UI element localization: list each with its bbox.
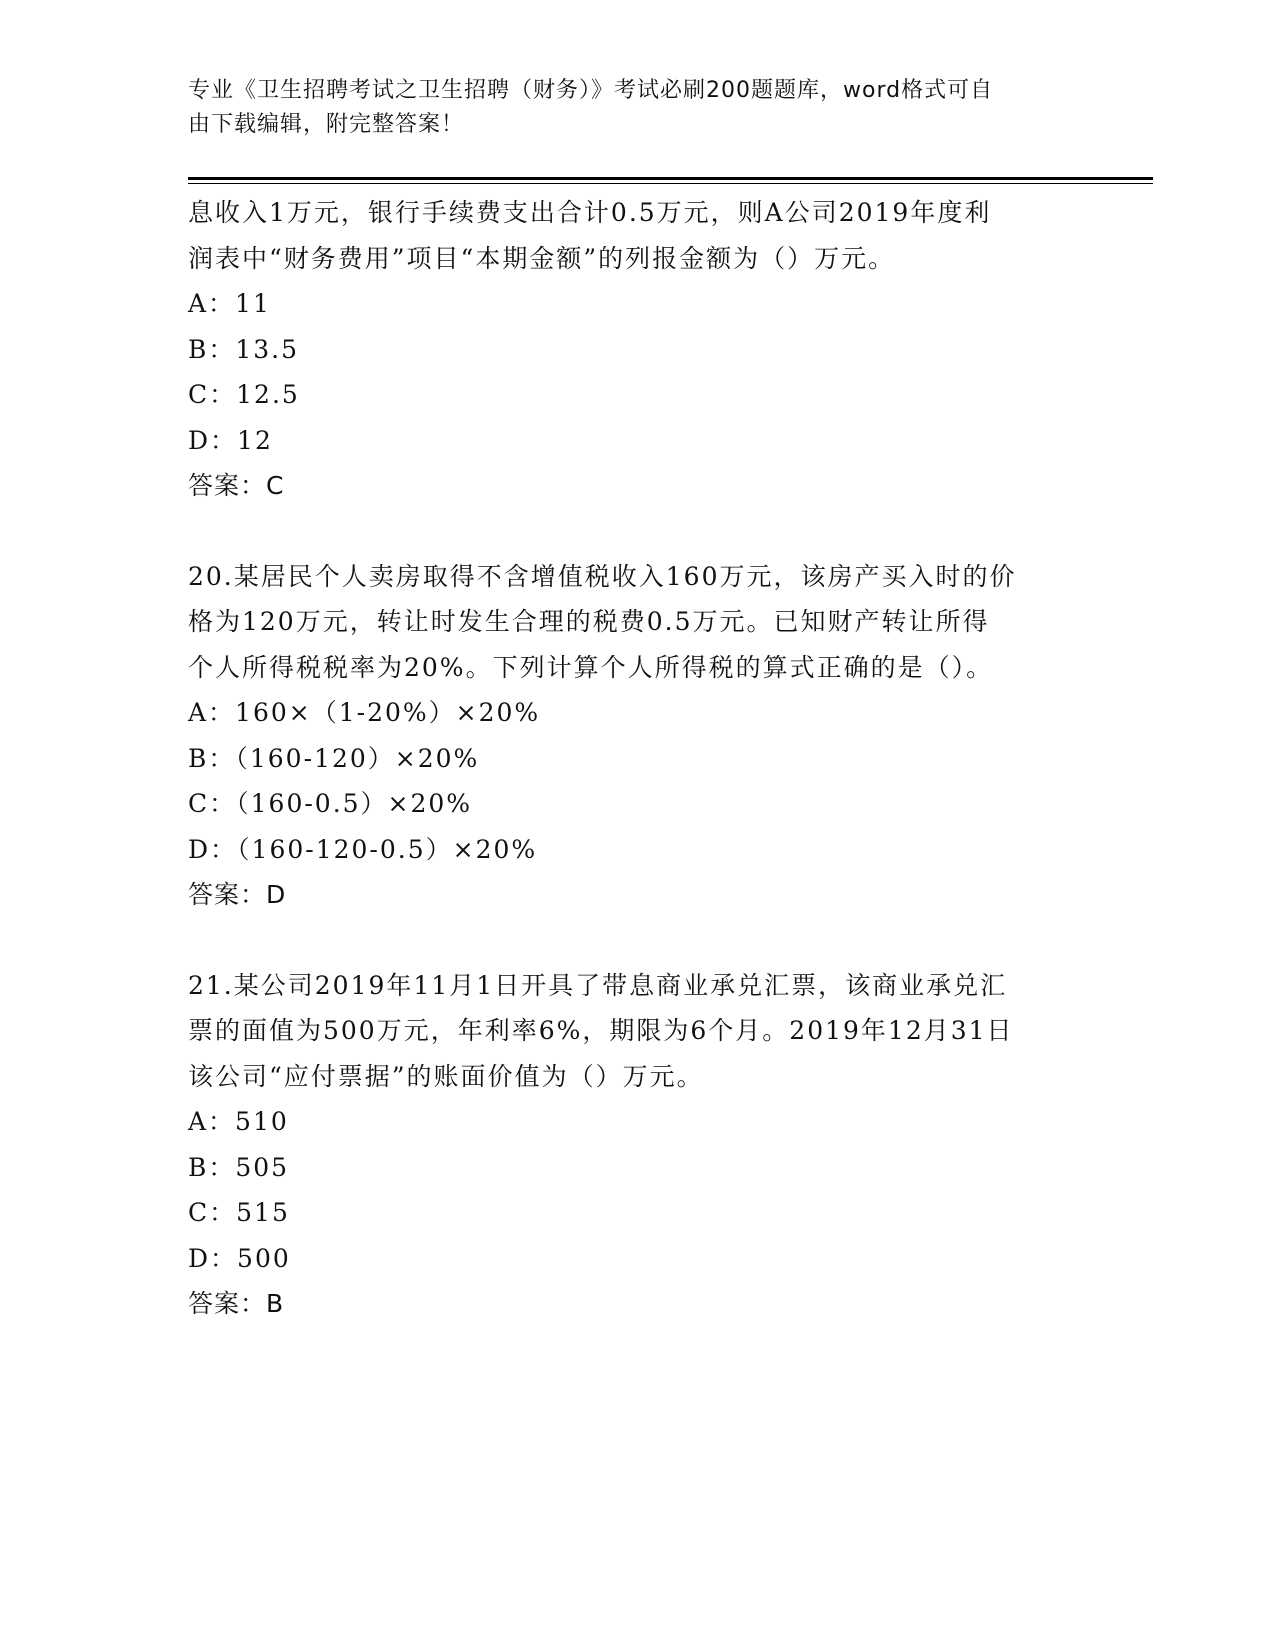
document-header [188,74,1068,142]
question-text-line: 润表中“财务费用”项目“本期金额”的列报金额为（）万元。 [188,243,896,273]
question-text-line: 该公司“应付票据”的账面价值为（）万元。 [188,1061,704,1091]
question-text-line: 个人所得税税率为20%。下列计算个人所得税的算式正确的是（）。 [188,652,994,682]
question-text-line: 息收入1万元，银行手续费支出合计0.5万元，则A公司2019年度利 [188,198,992,227]
answer-line: 答案：D [188,880,287,909]
answer-line: 答案：B [188,1289,285,1318]
question-text-line: 格为120万元，转让时发生合理的税费0.5万元。已知财产转让所得 [188,607,990,636]
option-a: A：510 [188,1107,289,1136]
option-d: D：12 [188,425,273,455]
header-divider-thin [188,183,1153,184]
header-line-2: 由下载编辑，附完整答案！ [188,112,465,137]
header-line-1: 专业《卫生招聘考试之卫生招聘（财务）》考试必刷200题题库，word格式可自 [188,78,994,103]
answer-line: 答案：C [188,471,285,500]
option-c: C：12.5 [188,380,300,409]
question-text-line: 21.某公司2019年11月1日开具了带息商业承兑汇票，该商业承兑汇 [188,970,1008,1000]
question-spacer [188,509,1088,554]
option-d: D：（160-120-0.5）×20% [188,834,538,864]
option-a: A：11 [188,289,271,318]
option-c: C：515 [188,1198,290,1227]
question-21 [188,963,1088,1327]
option-d: D：500 [188,1243,291,1273]
question-20 [188,554,1088,918]
question-19-continued [188,190,1088,509]
question-text-line: 20.某居民个人卖房取得不含增值税收入160万元，该房产买入时的价 [188,561,1017,591]
option-b: B：505 [188,1152,290,1182]
option-a: A：160×（1-20%）×20% [188,698,541,727]
option-c: C：（160-0.5）×20% [188,789,473,818]
option-b: B：13.5 [188,334,300,364]
option-b: B：（160-120）×20% [188,743,480,773]
header-divider-thick [188,177,1153,180]
question-list [188,190,1088,1327]
question-spacer [188,918,1088,963]
question-text-line: 票的面值为500万元，年利率6%，期限为6个月。2019年12月31日 [188,1016,1014,1045]
